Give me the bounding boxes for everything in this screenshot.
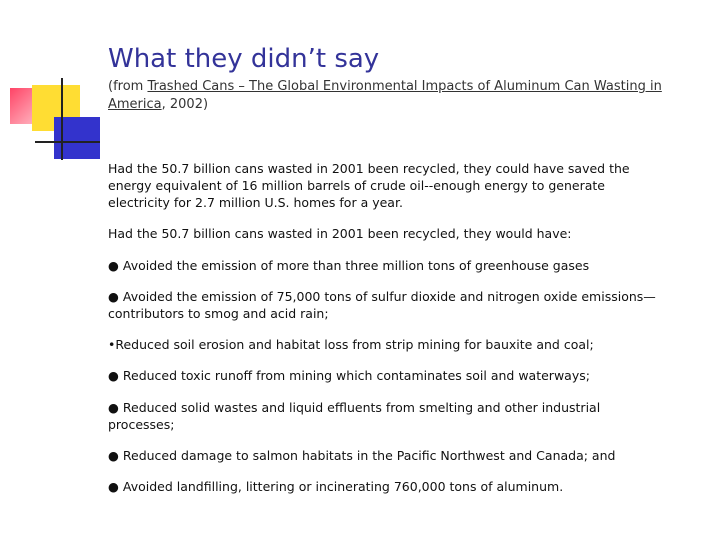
slide-title: What they didn’t say — [108, 44, 380, 74]
subtitle-suffix: , 2002) — [161, 97, 209, 112]
decorative-vertical-line — [61, 78, 63, 160]
slide-subtitle — [108, 78, 708, 114]
bullet-toxic-runoff: ● Reduced toxic runoff from mining which contaminates soil and waterways; — [108, 368, 590, 383]
bullet-landfilling: ● Avoided landfilling, littering or incinerating 760,000 tons of aluminum. — [108, 479, 564, 494]
bullet-salmon-habitats: ● Reduced damage to salmon habitats in the Pacific Northwest and Canada; and — [108, 448, 616, 463]
paragraph-intro: Had the 50.7 billion cans wasted in 2001 been recycled, they would have: — [108, 226, 572, 241]
subtitle-prefix: (from — [108, 79, 148, 94]
subtitle-source: Trashed Cans – The Global Environmental Impacts of Aluminum Can Wasting in America — [108, 79, 662, 112]
bullet-soil-erosion: •Reduced soil erosion and habitat loss from strip mining for bauxite and coal; — [108, 337, 594, 352]
bullet-solid-wastes: ● Reduced solid wastes and liquid effluents from smelting and other industrial processes; — [108, 400, 601, 432]
paragraph-energy: Had the 50.7 billion cans wasted in 2001 been recycled, they could have saved the energy equivalent of 16 million barrels of crude oil--enough energy to generate electricity for 2.7 million U.S. homes for a year. — [108, 161, 630, 210]
bullet-sulfur-dioxide: ● Avoided the emission of 75,000 tons of sulfur dioxide and nitrogen oxide emissions— contributors to smog and acid rain; — [108, 289, 656, 321]
bullet-greenhouse-gases: ● Avoided the emission of more than three million tons of greenhouse gases — [108, 258, 590, 273]
decorative-horizontal-line — [35, 141, 100, 143]
